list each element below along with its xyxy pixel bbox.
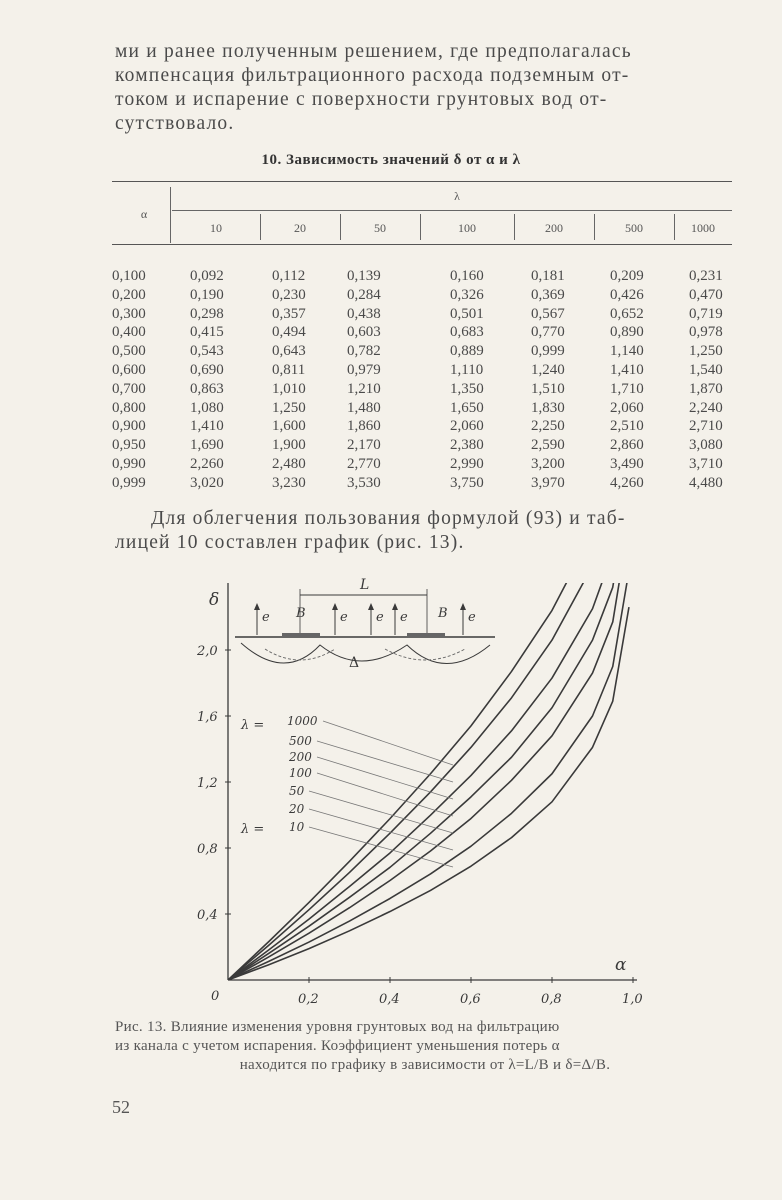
seepage-lines — [265, 649, 465, 660]
paragraph-line: Для облегчения пользования формулой (93) и таб- — [151, 508, 626, 529]
lambda-prefix: λ = — [241, 718, 265, 733]
table-cell: 0,811 — [272, 361, 306, 378]
table-cell: 3,080 — [689, 437, 723, 454]
table-cell: 1,410 — [610, 361, 644, 378]
lambda-label: 20 — [289, 802, 305, 816]
table-cell: 0,326 — [450, 286, 484, 303]
table-cell: 1,080 — [190, 399, 224, 416]
table-cell: 3,020 — [190, 474, 224, 491]
lambda-column-header: 1000 — [691, 221, 715, 235]
table-cell: 0,543 — [190, 343, 224, 360]
x-tick-label: 0,8 — [541, 992, 562, 1007]
table-cell: 1,710 — [610, 380, 644, 397]
table-header-rule — [112, 244, 732, 245]
table-cell: 1,240 — [531, 361, 565, 378]
lambda-header: λ — [454, 189, 460, 203]
table-cell: 0,567 — [531, 305, 565, 322]
x-tick-label: 0,2 — [298, 992, 319, 1007]
y-tick-label: 2,0 — [197, 644, 218, 659]
table-cell: 0,400 — [112, 324, 146, 341]
table-cell: 0,690 — [190, 361, 224, 378]
table-cell: 0,978 — [689, 324, 723, 341]
table-cell: 1,480 — [347, 399, 381, 416]
table-cell: 2,060 — [450, 418, 484, 435]
table-cell: 1,870 — [689, 380, 723, 397]
table-cell: 0,209 — [610, 268, 644, 284]
x-tick-label: 0,4 — [379, 992, 400, 1007]
table-cell: 0,181 — [531, 268, 565, 284]
table-cell: 0,501 — [450, 305, 484, 322]
paragraph-line: током и испарение с поверхности грунтовых вод от- — [115, 89, 608, 110]
label-e: e — [400, 610, 408, 625]
lambda-column-header: 50 — [374, 221, 386, 235]
table-cell: 2,170 — [347, 437, 381, 454]
table-cell: 0,900 — [112, 418, 146, 435]
table-top-rule — [112, 181, 732, 182]
label-e: e — [262, 610, 270, 625]
caption-line: находится по графику в зависимости от λ=L/B и δ=Δ/B. — [239, 1057, 611, 1073]
caption-line: из канала с учетом испарения. Коэффициент уменьшения потерь α — [115, 1038, 560, 1054]
evaporation-arrowhead — [460, 603, 466, 610]
table-cell: 1,690 — [190, 437, 224, 454]
label-e: e — [376, 610, 384, 625]
label-delta: Δ — [349, 655, 360, 671]
figure-13 — [195, 575, 655, 1020]
table-cell: 0,112 — [272, 268, 306, 284]
label-B-left: B — [296, 606, 306, 621]
table-cell: 1,250 — [689, 343, 723, 360]
y-tick-label: 1,6 — [197, 710, 218, 725]
table-cell: 0,890 — [610, 324, 644, 341]
table-cell: 3,970 — [531, 474, 565, 491]
header-subrule — [172, 210, 732, 211]
table-cell: 0,979 — [347, 361, 381, 378]
table-cell: 1,510 — [531, 380, 565, 397]
delta-column — [190, 267, 224, 493]
origin-label: 0 — [211, 989, 220, 1004]
table-cell: 2,380 — [450, 437, 484, 454]
delta-column — [689, 267, 723, 493]
figure-caption — [115, 1018, 735, 1075]
header-column-divider — [340, 214, 341, 240]
flow-lines — [241, 643, 490, 664]
y-tick-label: 1,2 — [197, 776, 218, 791]
y-axis-label: δ — [209, 590, 220, 610]
table-cell: 0,999 — [112, 474, 146, 491]
table-cell: 0,160 — [450, 268, 484, 284]
table-cell: 3,750 — [450, 474, 484, 491]
paragraph-line: ми и ранее полученным решением, где предполагалась — [115, 41, 632, 62]
lambda-column-header: 500 — [625, 221, 643, 235]
table-cell: 1,110 — [450, 361, 484, 378]
table-cell: 0,999 — [531, 343, 565, 360]
lambda-leader-line — [317, 757, 453, 799]
table-cell: 1,010 — [272, 380, 306, 397]
table-cell: 0,603 — [347, 324, 381, 341]
lambda-label: 200 — [289, 750, 312, 764]
table-cell: 0,782 — [347, 343, 381, 360]
table-cell: 3,490 — [610, 455, 644, 472]
table-cell: 0,700 — [112, 380, 146, 397]
table-cell: 4,480 — [689, 474, 723, 491]
table-cell: 0,230 — [272, 286, 306, 303]
alpha-column — [112, 267, 146, 493]
table-cell: 0,494 — [272, 324, 306, 341]
table-cell: 0,950 — [112, 437, 146, 454]
table-cell: 1,600 — [272, 418, 306, 435]
table-cell: 0,683 — [450, 324, 484, 341]
delta-column — [531, 267, 565, 493]
lambda-leader-line — [317, 741, 453, 782]
delta-column — [272, 267, 306, 493]
lambda-column-header: 20 — [294, 221, 306, 235]
paragraph-line: сутствовало. — [115, 113, 235, 134]
table-cell: 1,250 — [272, 399, 306, 416]
canal-right — [407, 633, 445, 637]
lambda-label: 1000 — [287, 714, 318, 728]
table-cell: 3,230 — [272, 474, 306, 491]
table-cell: 0,284 — [347, 286, 381, 303]
table-cell: 0,200 — [112, 286, 146, 303]
table-cell: 0,190 — [190, 286, 224, 303]
table-cell: 0,231 — [689, 268, 723, 284]
header-column-divider — [514, 214, 515, 240]
header-column-divider — [260, 214, 261, 240]
table-caption: 10. Зависимость значений δ от α и λ — [261, 152, 521, 168]
paragraph-mid — [115, 507, 735, 555]
x-tick-label: 1,0 — [622, 992, 643, 1007]
table-cell: 0,300 — [112, 305, 146, 322]
y-tick-label: 0,8 — [197, 842, 218, 857]
delta-column — [450, 267, 484, 493]
table-cell: 2,260 — [190, 455, 224, 472]
paragraph-line: компенсация фильтрационного расхода подземным от- — [115, 65, 630, 86]
table-cell: 0,438 — [347, 305, 381, 322]
evaporation-arrowhead — [368, 603, 374, 610]
table-cell: 1,900 — [272, 437, 306, 454]
header-divider — [170, 187, 171, 243]
evaporation-arrowhead — [254, 603, 260, 610]
table-cell: 0,990 — [112, 455, 146, 472]
table-cell: 2,510 — [610, 418, 644, 435]
table-cell: 0,092 — [190, 268, 224, 284]
x-tick-label: 0,6 — [460, 992, 481, 1007]
lambda-column-header: 200 — [545, 221, 563, 235]
table-cell: 0,652 — [610, 305, 644, 322]
lambda-column-header: 100 — [458, 221, 476, 235]
x-axis-label: α — [615, 955, 627, 975]
header-column-divider — [674, 214, 675, 240]
label-L: L — [360, 577, 370, 593]
evaporation-arrowhead — [392, 603, 398, 610]
header-column-divider — [594, 214, 595, 240]
table-cell: 2,590 — [531, 437, 565, 454]
y-tick-label: 0,4 — [197, 908, 218, 923]
paragraph-top — [115, 40, 735, 136]
table-cell: 1,410 — [190, 418, 224, 435]
caption-line: Рис. 13. Влияние изменения уровня грунтовых вод на фильтрацию — [115, 1019, 560, 1035]
table-cell: 2,710 — [689, 418, 723, 435]
label-e: e — [468, 610, 476, 625]
table-cell: 3,710 — [689, 455, 723, 472]
lambda-label: 50 — [289, 784, 305, 798]
lambda-leader-line — [309, 791, 453, 833]
table-cell: 0,369 — [531, 286, 565, 303]
label-e: e — [340, 610, 348, 625]
table-cell: 0,100 — [112, 268, 146, 284]
table-cell: 2,480 — [272, 455, 306, 472]
table-cell: 1,350 — [450, 380, 484, 397]
table-cell: 1,830 — [531, 399, 565, 416]
table-cell: 0,470 — [689, 286, 723, 303]
lambda-label: 100 — [289, 766, 312, 780]
table-cell: 0,298 — [190, 305, 224, 322]
table-cell: 2,860 — [610, 437, 644, 454]
table-cell: 3,530 — [347, 474, 381, 491]
delta-column — [610, 267, 644, 493]
table-cell: 0,800 — [112, 399, 146, 416]
table-cell: 2,060 — [610, 399, 644, 416]
evaporation-arrowhead — [332, 603, 338, 610]
lambda-prefix-bottom: λ = — [241, 822, 265, 837]
lambda-leader-line — [317, 773, 453, 816]
delta-alpha-chart — [195, 575, 655, 1015]
delta-column — [347, 267, 381, 493]
table-cell: 0,770 — [531, 324, 565, 341]
page-number: 52 — [112, 1097, 130, 1117]
lambda-leader-line — [323, 721, 453, 765]
table-cell: 1,860 — [347, 418, 381, 435]
table-cell: 0,889 — [450, 343, 484, 360]
header-column-divider — [420, 214, 421, 240]
label-B-right: B — [438, 606, 448, 621]
lambda-label: 500 — [289, 734, 312, 748]
table-cell: 2,990 — [450, 455, 484, 472]
table-cell: 3,200 — [531, 455, 565, 472]
table-cell: 2,240 — [689, 399, 723, 416]
table-cell: 0,139 — [347, 268, 381, 284]
lambda-label: 10 — [289, 820, 305, 834]
table-cell: 1,140 — [610, 343, 644, 360]
table-cell: 4,260 — [610, 474, 644, 491]
table-cell: 0,863 — [190, 380, 224, 397]
table-cell: 1,210 — [347, 380, 381, 397]
canal-left — [282, 633, 320, 637]
table-cell: 0,719 — [689, 305, 723, 322]
table-cell: 1,650 — [450, 399, 484, 416]
alpha-header: α — [140, 207, 148, 221]
table-cell: 1,540 — [689, 361, 723, 378]
table-cell: 2,770 — [347, 455, 381, 472]
table-cell: 0,426 — [610, 286, 644, 303]
table-cell: 2,250 — [531, 418, 565, 435]
table-cell: 0,357 — [272, 305, 306, 322]
paragraph-line: лицей 10 составлен график (рис. 13). — [115, 532, 465, 553]
table-cell: 0,500 — [112, 343, 146, 360]
table-cell: 0,600 — [112, 361, 146, 378]
lambda-column-header: 10 — [210, 221, 222, 235]
table-cell: 0,415 — [190, 324, 224, 341]
table-cell: 0,643 — [272, 343, 306, 360]
